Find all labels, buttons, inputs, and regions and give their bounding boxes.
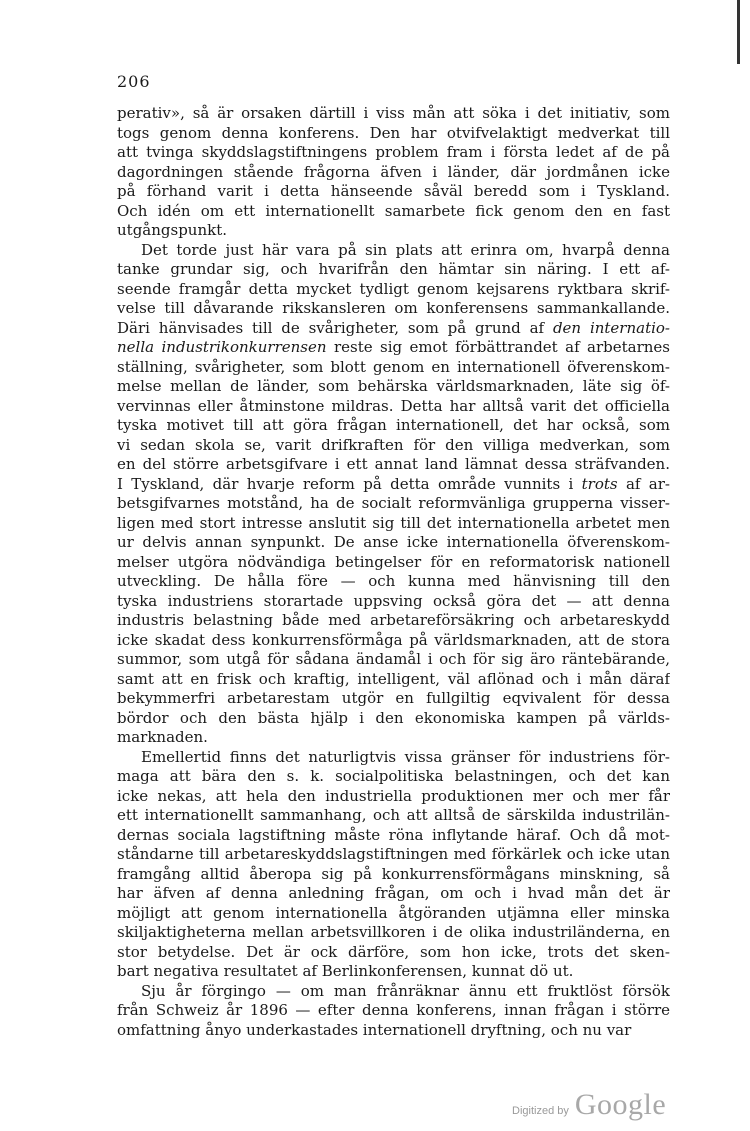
digitized-label: Digitized by: [512, 1105, 569, 1117]
text-line: [117, 1001, 670, 1021]
italic-segment: nella industrikonkurrensen: [117, 338, 327, 356]
text-segment: icke skadat dess konkurrensförmåga på världsmarknaden, att de stora: [117, 630, 670, 649]
text-segment: från Schweiz år 1896 — efter denna konferens, innan frågan i större: [117, 1001, 670, 1019]
text-line: [117, 748, 670, 768]
text-line: [117, 1021, 670, 1041]
text-line: [117, 494, 670, 514]
text-segment: ligen med stort intresse anslutit sig till det internationella arbetet men: [117, 513, 670, 532]
text-segment: melse mellan de länder, som behärska världsmarknaden, läte sig öf-: [117, 377, 670, 395]
text-line: [117, 221, 670, 241]
page-edge-mark: [737, 0, 740, 64]
text-segment: bart negativa resultatet af Berlinkonferensen, kunnat dö ut.: [117, 962, 574, 980]
text-segment: Det torde just här vara på sin plats att erinra om, hvarpå denna: [141, 240, 670, 259]
italic-segment: den internatio-: [552, 318, 670, 337]
text-segment: har äfven af denna anledning frågan, om och i hvad mån det är: [117, 884, 670, 902]
text-segment: ställning, svårigheter, som blott genom en internationell öfverenskom-: [117, 357, 670, 376]
text-segment: utveckling. De hålla före — och kunna med hänvisning till den: [117, 572, 670, 590]
text-line: [117, 787, 670, 807]
text-segment: industris belastning både med arbetareförsäkring och arbetareskydd: [117, 611, 670, 629]
text-segment: omfattning ånyo underkastades internationell dryftning, och nu var: [117, 1020, 632, 1039]
text-segment: icke nekas, att hela den industriella produktionen mer och mer får: [117, 786, 670, 805]
text-segment: dernas sociala lagstiftning måste röna inflytande häraf. Och då mot-: [117, 825, 670, 844]
text-segment: marknaden.: [117, 728, 208, 746]
text-segment: seende framgår detta mycket tydligt genom kejsarens ryktbara skrif-: [117, 279, 670, 298]
text-segment: ståndarne till arbetareskyddslagstiftningen med förkärlek och icke utan: [117, 845, 670, 863]
text-segment: maga att bära den s. k. socialpolitiska belastningen, och det kan: [117, 767, 670, 785]
text-segment: ur delvis annan synpunkt. De anse icke internationella öfverenskom-: [117, 533, 670, 551]
text-line: [117, 124, 670, 144]
text-segment: togs genom denna konferens. Den har otvifvelaktigt medverkat till: [117, 123, 670, 142]
text-segment: på förhand varit i detta hänseende såväl beredd som i Tyskland.: [117, 182, 670, 200]
text-line: [117, 280, 670, 300]
text-segment: tyska motivet till att göra frågan internationell, det har också, som: [117, 416, 670, 434]
text-segment: Sju år förgingo — om man frånräknar ännu ett fruktlöst försök: [141, 981, 670, 1000]
text-segment: I Tyskland, där hvarje reform på detta område vunnits i: [117, 474, 582, 493]
text-line: [117, 962, 670, 982]
text-line: [117, 904, 670, 924]
text-line: [117, 397, 670, 417]
text-segment: möjligt att genom internationella åtgöranden utjämna eller minska: [117, 903, 670, 922]
text-line: [117, 338, 670, 358]
text-line: [117, 572, 670, 592]
text-line: [117, 728, 670, 748]
text-segment: af ar-: [617, 474, 670, 493]
text-line: [117, 923, 670, 943]
text-line: [117, 845, 670, 865]
text-segment: betsgifvarnes motstånd, ha de socialt reformvänliga grupperna visser-: [117, 494, 670, 512]
text-line: [117, 182, 670, 202]
text-line: [117, 767, 670, 787]
text-segment: en del större arbetsgifvare i ett annat land lämnat dessa sträfvanden.: [117, 455, 670, 473]
text-line: [117, 241, 670, 261]
paragraph: [117, 982, 670, 1041]
text-line: [117, 982, 670, 1002]
text-line: [117, 299, 670, 319]
text-line: [117, 806, 670, 826]
text-line: [117, 260, 670, 280]
text-line: [117, 650, 670, 670]
text-line: [117, 631, 670, 651]
text-line: [117, 416, 670, 436]
text-line: [117, 455, 670, 475]
text-line: [117, 884, 670, 904]
text-segment: melser utgöra nödvändiga betingelser för en reformatorisk nationell: [117, 552, 670, 571]
text-segment: Och idén om ett internationellt samarbete fick genom den en fast: [117, 201, 670, 220]
text-segment: perativ», så är orsaken därtill i viss mån att söka i det initiativ, som: [117, 104, 670, 122]
text-line: [117, 377, 670, 397]
digitized-footer: [512, 1088, 666, 1122]
text-segment: tyska industriens storartade uppsving också göra det — att denna: [117, 591, 670, 610]
text-line: [117, 436, 670, 456]
paragraph: [117, 748, 670, 982]
text-segment: skiljaktigheterna mellan arbetsvillkoren i de olika industriländerna, en: [117, 923, 670, 941]
text-line: [117, 163, 670, 183]
text-line: [117, 670, 670, 690]
text-line: [117, 143, 670, 163]
text-line: [117, 826, 670, 846]
page-number: 206: [117, 72, 151, 91]
text-segment: att tvinga skyddslagstiftningens problem fram i första ledet af de på: [117, 143, 670, 161]
text-segment: summor, som utgå för sådana ändamål i och för sig äro räntebärande,: [117, 650, 670, 668]
text-segment: bördor och den bästa hjälp i den ekonomiska kampen på världs-: [117, 708, 670, 727]
text-segment: utgångspunkt.: [117, 221, 228, 239]
text-line: [117, 202, 670, 222]
text-segment: reste sig emot förbättrandet af arbetarnes: [326, 338, 670, 356]
text-line: [117, 611, 670, 631]
text-line: [117, 358, 670, 378]
body-text: [117, 104, 670, 1040]
text-segment: bekymmerfri arbetarestam utgör en fullgiltig eqvivalent för dessa: [117, 689, 670, 707]
text-line: [117, 319, 670, 339]
text-segment: dagordningen stående frågorna äfven i länder, där jordmånen icke: [117, 162, 670, 181]
text-segment: stor betydelse. Det är ock därföre, som hon icke, trots det sken-: [117, 942, 670, 961]
text-line: [117, 865, 670, 885]
italic-segment: trots: [581, 474, 618, 493]
text-segment: vervinnas eller åtminstone mildras. Detta har alltså varit det officiella: [117, 396, 670, 415]
text-segment: vi sedan skola se, varit drifkraften för den villiga medverkan, som: [117, 435, 670, 454]
text-line: [117, 475, 670, 495]
text-line: [117, 104, 670, 124]
text-line: [117, 689, 670, 709]
paragraph: [117, 104, 670, 241]
text-line: [117, 592, 670, 612]
text-segment: tanke grundar sig, och hvarifrån den hämtar sin näring. I ett af-: [117, 260, 670, 278]
google-logo: Google: [574, 1088, 667, 1121]
text-segment: ett internationellt sammanhang, och att alltså de särskilda industrilän-: [117, 806, 670, 824]
text-segment: samt att en frisk och kraftig, intelligent, väl aflönad och i mån däraf: [117, 669, 670, 688]
text-segment: velse till dåvarande rikskansleren om konferensens sammankallande.: [117, 299, 670, 317]
paragraph: [117, 241, 670, 748]
text-line: [117, 943, 670, 963]
text-segment: Däri hänvisades till de svårigheter, som på grund af: [117, 318, 553, 337]
text-segment: Emellertid finns det naturligtvis vissa gränser för industriens för-: [141, 747, 670, 766]
text-line: [117, 514, 670, 534]
text-line: [117, 553, 670, 573]
text-segment: framgång alltid åberopa sig på konkurrensförmågans minskning, så: [117, 864, 670, 883]
text-line: [117, 533, 670, 553]
text-line: [117, 709, 670, 729]
